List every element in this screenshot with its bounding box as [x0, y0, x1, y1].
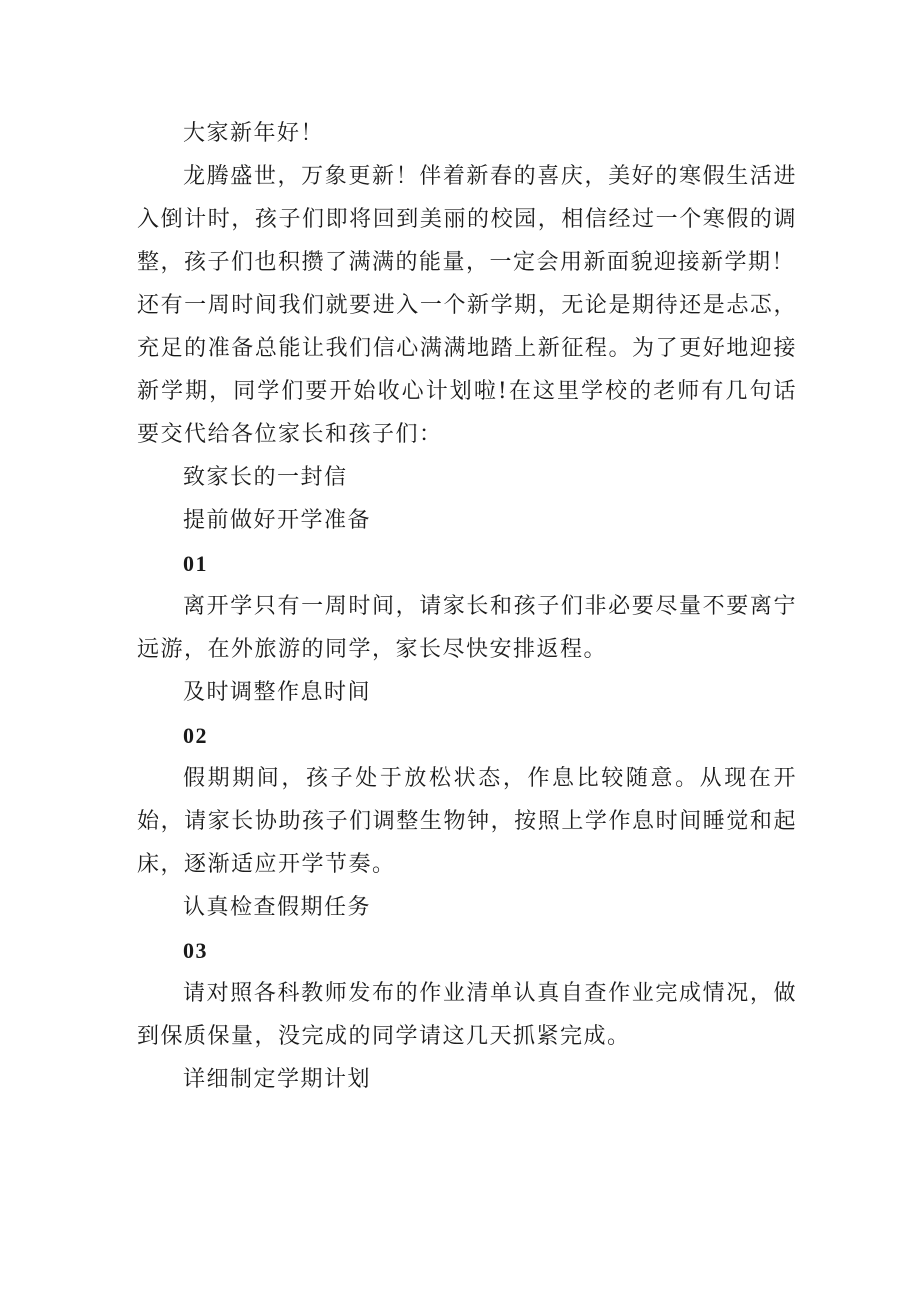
section-number: 02: [183, 723, 208, 748]
section-number: 03: [183, 938, 208, 963]
section-heading: 认真检查假期任务: [183, 895, 372, 920]
letter-subtitle: 致家长的一封信: [183, 465, 348, 490]
letter-body: [137, 112, 797, 1101]
intro-paragraph: 龙腾盛世，万象更新！伴着新春的喜庆，美好的寒假生活进入倒计时，孩子们即将回到美丽的校园，相信经过一个寒假的调整，孩子们也积攒了满满的能量，一定会用新面貌迎接新学期！: [137, 164, 797, 275]
section-body: 请对照各科教师发布的作业清单认真自查作业完成情况，做到保质保量，没完成的同学请这几天抓紧完成。: [137, 981, 797, 1049]
section-number: 01: [183, 551, 208, 576]
section-heading: 详细制定学期计划: [183, 1067, 372, 1092]
intro-paragraph: 还有一周时间我们就要进入一个新学期，无论是期待还是忐忑，充足的准备总能让我们信心满满地踏上新征程。为了更好地迎接新学期，同学们要开始收心计划啦!在这里学校的老师有几句话要交代给各位家长和孩子们：: [137, 293, 797, 447]
section-body: 假期期间，孩子处于放松状态，作息比较随意。从现在开始，请家长协助孩子们调整生物钟，按照上学作息时间睡觉和起床，逐渐适应开学节奏。: [137, 766, 797, 877]
section-heading: 提前做好开学准备: [183, 508, 372, 533]
section-heading: 及时调整作息时间: [183, 680, 372, 705]
section-body: 离开学只有一周时间，请家长和孩子们非必要尽量不要离宁远游，在外旅游的同学，家长尽快安排返程。: [137, 594, 797, 662]
greeting: 大家新年好！: [183, 121, 325, 146]
